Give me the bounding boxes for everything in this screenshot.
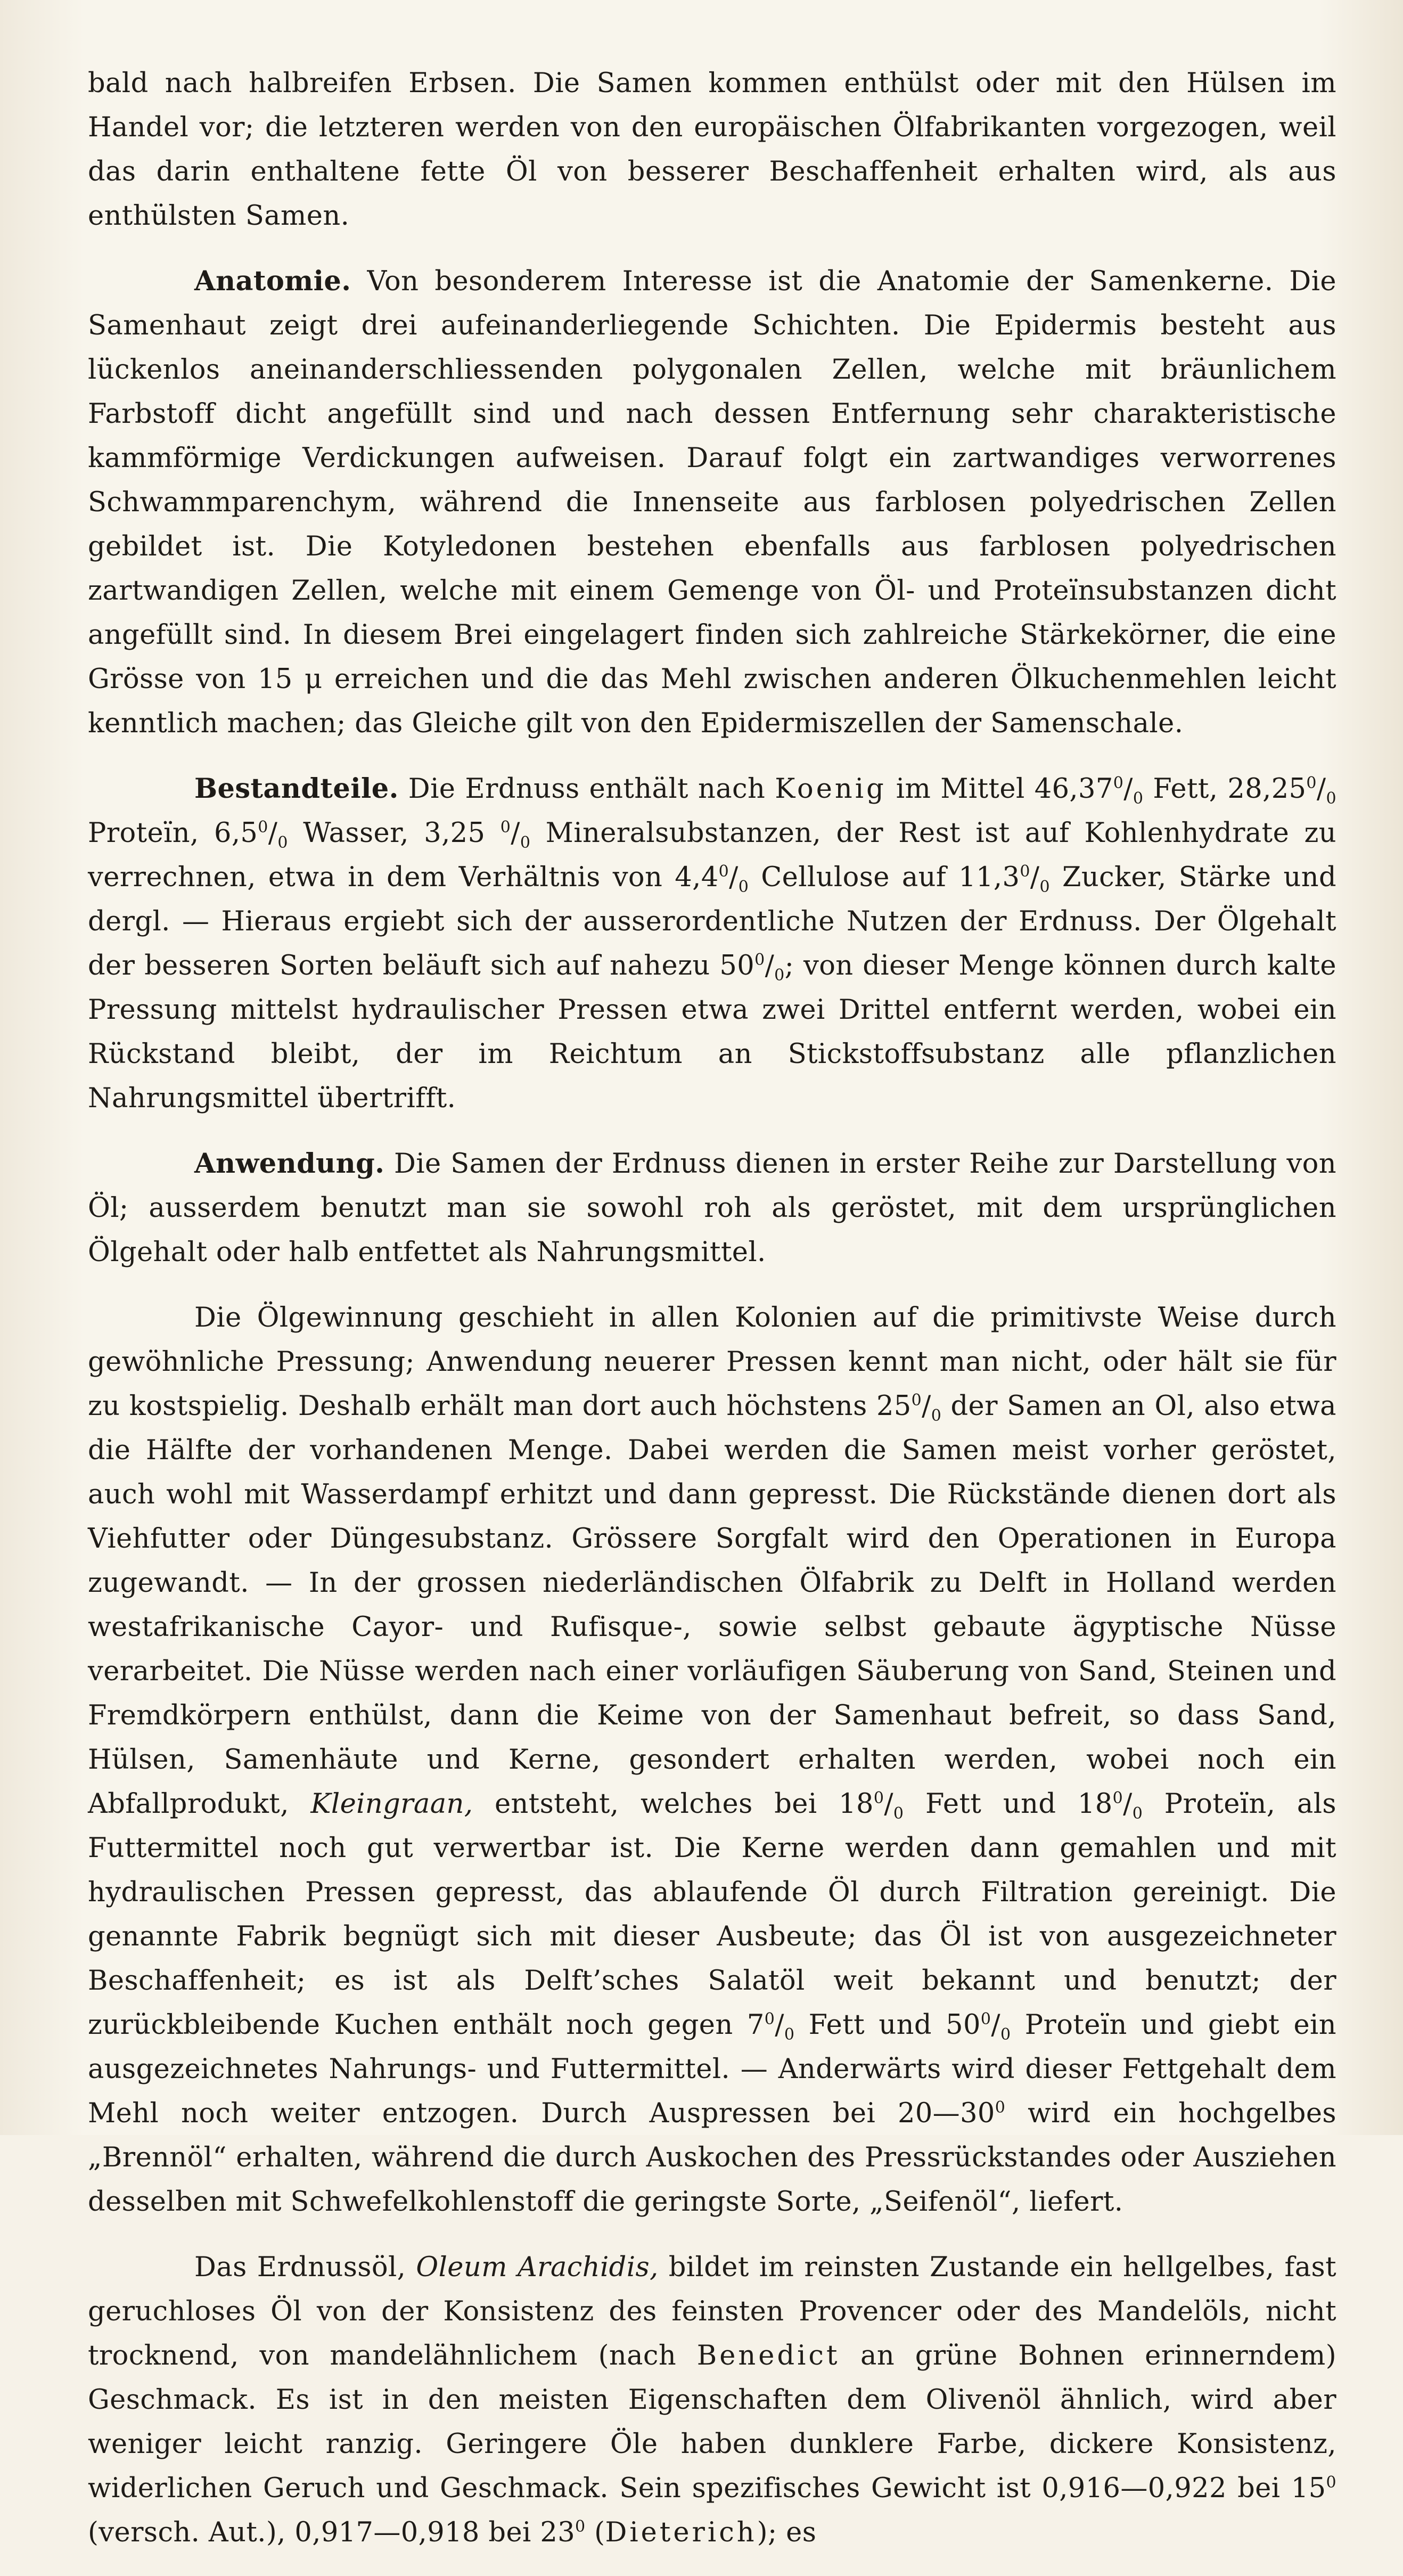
percent-sign: $^0/_0$ (1020, 862, 1050, 897)
paragraph-erdnussoel: Das Erdnussöl, Oleum Arachidis, bildet im reinsten Zustande ein hellgelbes, fast geruchloses Öl von der Konsistenz des feinsten Provencer oder des Mandelöls, nicht trocknend, von mandelähnlichem (nach Benedict an grüne Bohnen erinnerndem) Geschmack. Es ist in den meisten Eigenschaften dem Olivenöl ähnlich, wird aber weniger leicht ranzig. Geringere Öle haben dunklere Farbe, dickere Konsistenz, widerlichen Geruch und Geschmack. Sein spezifisches Gewicht ist 0,916—0,922 bei $15^0$ (versch. Aut.), 0,917—0,918 bei $23^0$ (Dieterich); es (88, 2252, 1336, 2548)
paragraph-anwendung: Anwendung. Die Samen der Erdnuss dienen in erster Reihe zur Darstellung von Öl; ausserdem benutzt man sie sowohl roh als geröstet, mit dem ursprünglichen Ölgehalt oder halb entfettet als Nahrungsmittel. (88, 1148, 1336, 1268)
page-text-body (88, 61, 1336, 2576)
percent-sign: $^0/_0$ (873, 1788, 904, 1823)
term-oleum-arachidis: Oleum Arachidis, (416, 2252, 659, 2283)
heading-anatomie: Anatomie. (194, 265, 351, 297)
paragraph-anatomie: Anatomie. Von besonderem Interesse ist die Anatomie der Samenkerne. Die Samenhaut zeigt drei aufeinanderliegende Schichten. Die Epidermis besteht aus lückenlos aneinanderschliessenden polygonalen Zellen, welche mit bräunlichem Farbstoff dicht angefüllt sind und nach dessen Entfernung sehr charakteristische kammförmige Verdickungen aufweisen. Darauf folgt ein zartwandiges verworrenes Schwammparenchym, während die Innenseite aus farblosen polyedrischen Zellen gebildet ist. Die Kotyledonen bestehen ebenfalls aus farblosen polyedrischen zartwandigen Zellen, welche mit einem Gemenge von Öl- und Proteïnsubstanzen dicht angefüllt sind. In diesem Brei eingelagert finden sich zahlreiche Stärkekörner, die eine Grösse von 15 μ erreichen und die das Mehl zwischen anderen Ölkuchenmehlen leicht kenntlich machen; das Gleiche gilt von den Epidermiszellen der Samenschale. (88, 265, 1336, 739)
percent-sign: $^0/_0$ (911, 1391, 942, 1426)
percent-sign: $^0/_0$ (764, 2009, 795, 2045)
term-kleingraan: Kleingraan, (310, 1788, 473, 1820)
percent-sign: $^0/_0$ (1113, 773, 1144, 808)
degree-sign: 0 (575, 2517, 586, 2536)
paragraph-bestandteile: Bestandteile. Die Erdnuss enthält nach Koenig im Mittel $46,37^0/_0$ Fett, $28,25^0/_0$ Proteïn, $6,5^0/_0$ Wasser, 3,25 $^0/_0$ Mineralsubstanzen, der Rest ist auf Kohlenhydrate zu verrechnen, etwa in dem Verhältnis von $4,4^0/_0$ Cellulose auf $11,3^0/_0$ Zucker, Stärke und dergl. — Hieraus ergiebt sich der ausserordentliche Nutzen der Erdnuss. Der Ölgehalt der besseren Sorten beläuft sich auf nahezu $50^0/_0$; von dieser Menge können durch kalte Pressung mittelst hydraulischer Pressen etwa zwei Drittel entfernt werden, wobei ein Rückstand bleibt, der im Reichtum an Stickstoffsubstanz alle pflanzlichen Nahrungsmittel übertrifft. (88, 773, 1336, 1114)
degree-sign: 0 (1326, 2473, 1336, 2492)
percent-sign: $^0/_0$ (1112, 1788, 1143, 1823)
author-benedict: Benedict (696, 2340, 840, 2371)
percent-sign: $^0/_0$ (1306, 773, 1336, 808)
heading-bestandteile: Bestandteile. (194, 773, 399, 805)
author-koenig: Koenig (775, 773, 887, 805)
percent-sign: $^0/_0$ (718, 862, 749, 897)
percent-sign: $^0/_0$ (754, 950, 785, 985)
percent-sign: $^0/_0$ (500, 817, 531, 853)
paragraph-intro: bald nach halbreifen Erbsen. Die Samen kommen enthülst oder mit den Hülsen im Handel vor; die letzteren werden von den europäischen Ölfabrikanten vorgezogen, weil das darin enthaltene fette Öl von besserer Beschaffenheit erhalten wird, als aus enthülsten Samen. (88, 68, 1336, 232)
percent-sign: $^0/_0$ (980, 2009, 1011, 2045)
percent-sign: $^0/_0$ (258, 817, 288, 853)
heading-anwendung: Anwendung. (194, 1148, 385, 1180)
author-dieterich: Dieterich (605, 2517, 757, 2548)
degree-sign: 0 (995, 2098, 1006, 2117)
paragraph-oelgewinnung: Die Ölgewinnung geschieht in allen Kolonien auf die primitivste Weise durch gewöhnliche Pressung; Anwendung neuerer Pressen kennt man nicht, oder hält sie für zu kostspielig. Deshalb erhält man dort auch höchstens $25^0/_0$ der Samen an Ol, also etwa die Hälfte der vorhandenen Menge. Dabei werden die Samen meist vorher geröstet, auch wohl mit Wasserdampf erhitzt und dann gepresst. Die Rückstände dienen dort als Viehfutter oder Düngesubstanz. Grössere Sorgfalt wird den Operationen in Europa zugewandt. — In der grossen niederländischen Ölfabrik zu Delft in Holland werden westafrikanische Cayor- und Rufisque-, sowie selbst gebaute ägyptische Nüsse verarbeitet. Die Nüsse werden nach einer vorläufigen Säuberung von Sand, Steinen und Fremdkörpern enthülst, dann die Keime von der Samenhaut befreit, so dass Sand, Hülsen, Samenhäute und Kerne, gesondert erhalten werden, wobei noch ein Abfallprodukt, Kleingraan, entsteht, welches bei $18^0/_0$ Fett und $18^0/_0$ Proteïn, als Futtermittel noch gut verwertbar ist. Die Kerne werden dann gemahlen und mit hydraulischen Pressen gepresst, das ablaufende Öl durch Filtration gereinigt. Die genannte Fabrik begnügt sich mit dieser Ausbeute; das Öl ist von ausgezeichneter Beschaffenheit; es ist als Delft’sches Salatöl weit bekannt und benutzt; der zurückbleibende Kuchen enthält noch gegen $7^0/_0$ Fett und $50^0/_0$ Proteïn und giebt ein ausgezeichnetes Nahrungs- und Futtermittel. — Anderwärts wird dieser Fettgehalt dem Mehl noch weiter entzogen. Durch Auspressen bei $20—30^0$ wird ein hochgelbes „Brennöl“ erhalten, während die durch Auskochen des Pressrückstandes oder Ausziehen desselben mit Schwefelkohlenstoff die geringste Sorte, „Seifenöl“, liefert. (88, 1302, 1337, 2218)
